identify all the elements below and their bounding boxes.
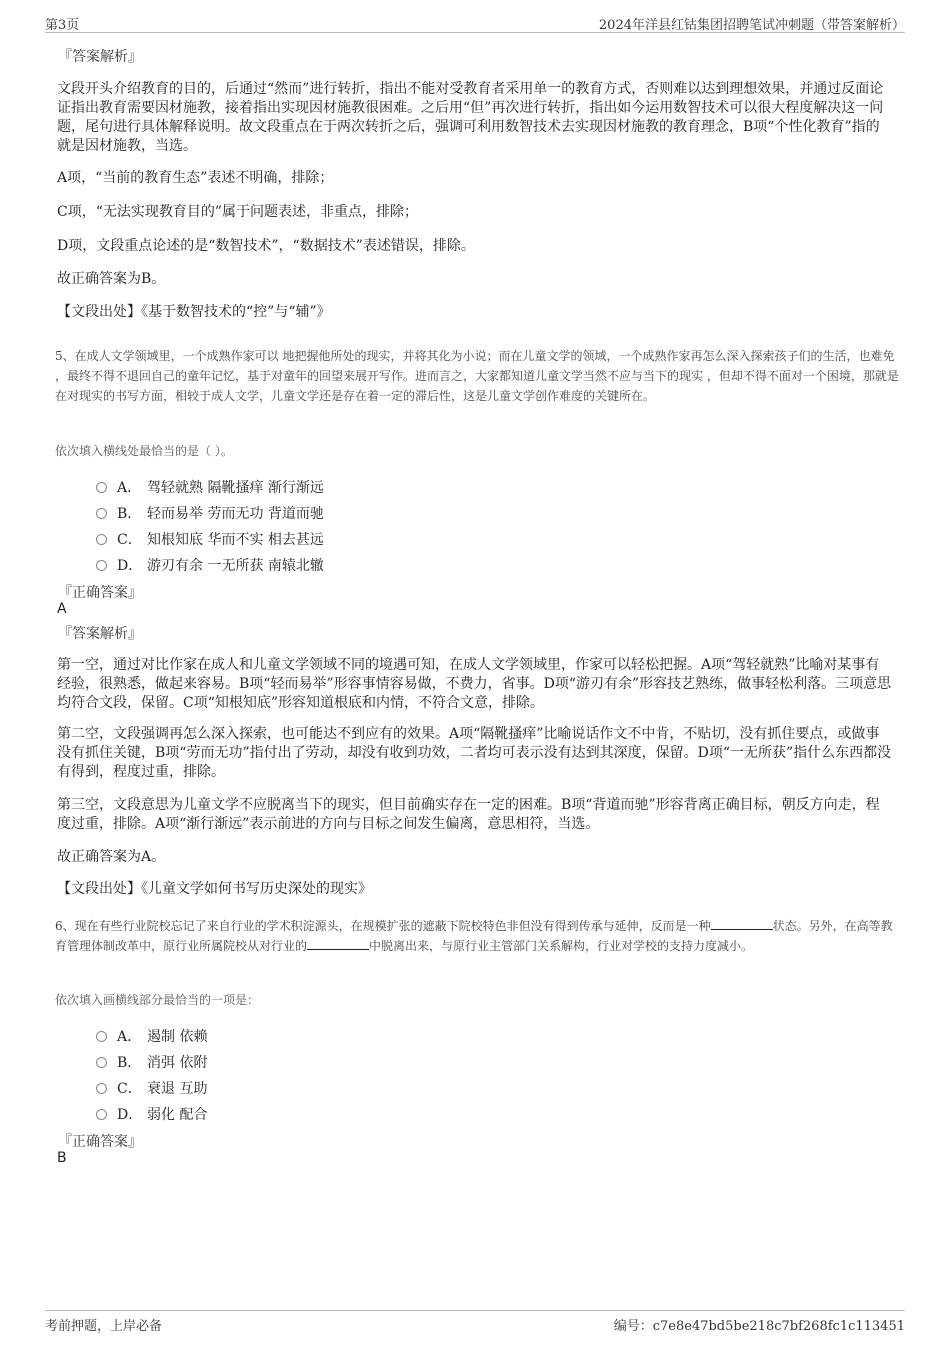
- option-text: 衰退 互助: [147, 1081, 208, 1097]
- option-text: 游刃有余 一无所获 南辕北辙: [147, 558, 324, 574]
- question-6-text-part2: 状态。另外，在高等教育管理体制改革中，原行业所属院校从对行业的: [55, 919, 893, 953]
- correct-answer: B: [57, 1150, 67, 1166]
- question-5-option-d[interactable]: [96, 555, 324, 575]
- option-letter: C．: [117, 1081, 142, 1097]
- correct-answer-label: 『正确答案』: [58, 1134, 142, 1150]
- question-6-option-b[interactable]: [96, 1052, 207, 1072]
- footer-slogan: 考前押题，上岸必备: [45, 1319, 163, 1334]
- option-letter: C．: [117, 532, 142, 548]
- radio-icon[interactable]: [96, 1109, 107, 1120]
- document-code: 编号：c7e8e47bd5be218c7bf268fc1c113451: [613, 1319, 905, 1334]
- page-header: [45, 12, 905, 33]
- radio-icon[interactable]: [96, 1031, 107, 1042]
- document-title: 2024年洋县红钴集团招聘笔试冲刺题（带答案解析）: [598, 18, 905, 33]
- option-text: 驾轻就熟 隔靴搔痒 渐行渐远: [147, 480, 324, 496]
- option-text: 遏制 依赖: [147, 1029, 208, 1045]
- question-6-option-d[interactable]: [96, 1104, 207, 1124]
- page-footer: [45, 1310, 905, 1335]
- option-a-analysis: A项，“当前的教育生态”表述不明确，排除；: [57, 170, 334, 186]
- question-6-instruction: 依次填入画横线部分最恰当的一项是：: [55, 993, 260, 1007]
- question-5-option-c[interactable]: [96, 529, 324, 549]
- radio-icon[interactable]: [96, 1083, 107, 1094]
- option-letter: D．: [117, 1107, 143, 1123]
- question-5-option-a[interactable]: [96, 477, 324, 497]
- option-letter: D．: [117, 558, 143, 574]
- option-text: 弱化 配合: [147, 1107, 208, 1123]
- radio-icon[interactable]: [96, 508, 107, 519]
- fill-blank-1[interactable]: [711, 917, 773, 930]
- option-d-analysis: D项，文段重点论述的是“数智技术”，“数据技术”表述错误，排除。: [57, 238, 475, 254]
- option-letter: B．: [117, 506, 142, 522]
- analysis-paragraph-2: 第二空，文段强调再怎么深入探索，也可能达不到应有的效果。A项“隔靴搔痒”比喻说话作文不中肯，不贴切，没有抓住要点，或做事没有抓住关键，B项“劳而无功”指付出了劳动，却没有收到功效，二者均可表示没有达到其深度，保留。D项“一无所获”指什么东西都没有得到，程度过重，排除。: [57, 726, 892, 780]
- analysis-paragraph-1: 第一空，通过对比作家在成人和儿童文学领域不同的境遇可知，在成人文学领域里，作家可以轻松把握。A项“驾轻就熟”比喻对某事有经验，很熟悉，做起来容易。B项“轻而易举”形容事情容易做，不费力，省事。D项“游刃有余”形容技艺熟练，做事轻松利落。三项意思均符合文段，保留。C项“知根知底”形容知道根底和内情，不符合文意，排除。: [57, 657, 892, 711]
- analysis-paragraph-3: 第三空，文段意思为儿童文学不应脱离当下的现实，但目前确实存在一定的困难。B项“背道而驰”形容背离正确目标，朝反方向走，程度过重，排除。A项“渐行渐远”表示前进的方向与目标之间发生偏离，意思相符，当选。: [57, 797, 880, 832]
- question-5-instruction: 依次填入横线处最恰当的是（ ）。: [55, 444, 233, 458]
- source: 【文段出处】《儿童文学如何书写历史深处的现实》: [57, 881, 372, 897]
- analysis-paragraph: 文段开头介绍教育的目的，后通过“然而”进行转折，指出不能对受教育者采用单一的教育方式，否则难以达到理想效果，并通过反面论证指出教育需要因材施教，接着指出实现因材施教很困难。之后用“但”再次进行转折，指出如今运用数智技术可以很大程度解决这一问题，尾句进行具体解释说明。故文段重点在于两次转折之后，强调可利用数智技术去实现因材施教的教育理念，B项“个性化教育”指的就是因材施教，当选。: [57, 81, 884, 154]
- radio-icon[interactable]: [96, 534, 107, 545]
- radio-icon[interactable]: [96, 560, 107, 571]
- option-letter: B．: [117, 1055, 142, 1071]
- option-text: 知根知底 华而不实 相去甚远: [147, 532, 324, 548]
- question-5-text: 5、在成人文学领域里，一个成熟作家可以 地把握他所处的现实，并将其化为小说；而在儿童文学的领域，一个成熟作家再怎么深入探索孩子们的生活，也难免 ，最终不得不退回自己的童年记忆，基于对童年的回望来展开写作。进而言之，大家都知道儿童文学当然不应与当下的现实 ，但却不得不面对一个困境，那就是在对现实的书写方面，相较于成人文学，儿童文学还是存在着一定的滞后性，这是儿童文学创作难度的关键所在。: [55, 349, 899, 403]
- question-6-text-part3: 中脱离出来，与原行业主管部门关系解构，行业对学校的支持力度减小。: [369, 939, 754, 953]
- analysis-label: 『答案解析』: [58, 626, 142, 642]
- question-6-option-c[interactable]: [96, 1078, 207, 1098]
- conclusion: 故正确答案为B。: [57, 271, 166, 287]
- question-5-option-b[interactable]: [96, 503, 324, 523]
- question-6-text-part1: 6、现在有些行业院校忘记了来自行业的学术积淀源头，在规模扩张的遮蔽下院校特色非但没有得到传承与延伸，反而是一种: [55, 919, 711, 933]
- option-c-analysis: C项，“无法实现教育目的”属于问题表述，非重点，排除；: [57, 204, 419, 220]
- page-number: 第3页: [45, 18, 80, 33]
- correct-answer-label: 『正确答案』: [58, 585, 142, 601]
- source: 【文段出处】《基于数智技术的“控”与“辅”》: [57, 304, 331, 320]
- correct-answer: A: [57, 601, 67, 617]
- question-6-text: [55, 916, 900, 956]
- question-6-option-a[interactable]: [96, 1026, 207, 1046]
- option-letter: A．: [117, 1029, 142, 1045]
- option-text: 消弭 依附: [147, 1055, 208, 1071]
- radio-icon[interactable]: [96, 482, 107, 493]
- conclusion: 故正确答案为A。: [57, 849, 166, 865]
- option-letter: A．: [117, 480, 142, 496]
- radio-icon[interactable]: [96, 1057, 107, 1068]
- analysis-label: 『答案解析』: [58, 49, 142, 65]
- fill-blank-2[interactable]: [307, 937, 369, 950]
- option-text: 轻而易举 劳而无功 背道而驰: [147, 506, 324, 522]
